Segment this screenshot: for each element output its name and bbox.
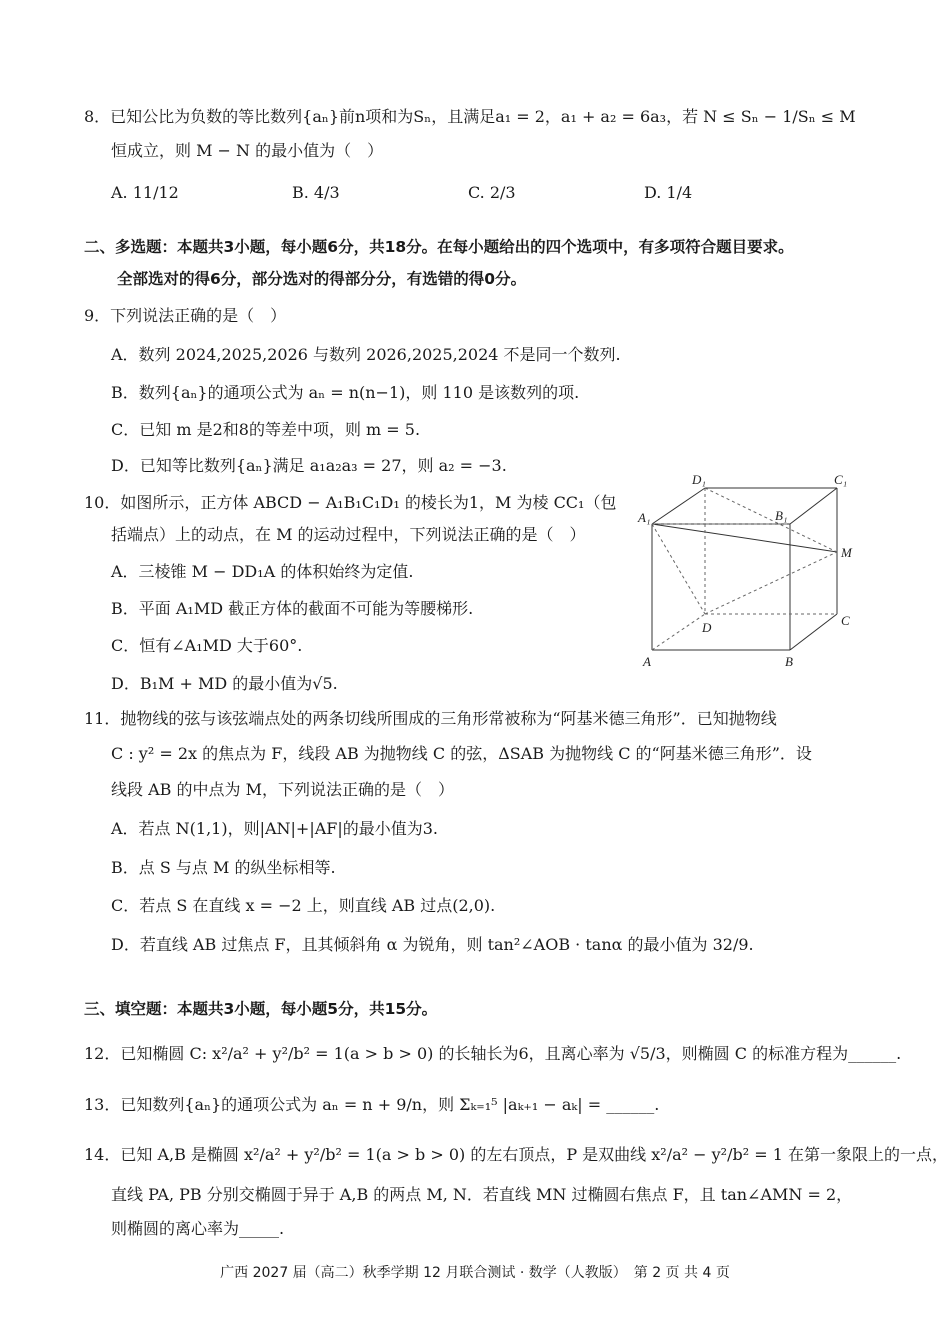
q11-stem-line1: 11．抛物线的弦与该弦端点处的两条切线所围成的三角形常被称为“阿基米德三角形”．已知抛物线 bbox=[84, 709, 777, 728]
q9-option-a: A．数列 2024,2025,2026 与数列 2026,2025,2024 不是同一个数列. bbox=[111, 345, 621, 364]
q10-option-b: B．平面 A₁MD 截正方体的截面不可能为等腰梯形. bbox=[111, 599, 474, 618]
label-b1: B₁ bbox=[775, 508, 788, 523]
segment-a1-d bbox=[652, 524, 705, 614]
edge-a-d bbox=[652, 614, 705, 650]
q14-stem-line1: 14．已知 A,B 是椭圆 x²/a² + y²/b² = 1(a > b > 0) 的左右顶点，P 是双曲线 x²/a² − y²/b² = 1 在第一象限上的一点， bbox=[84, 1145, 948, 1164]
q11-option-d: D．若直线 AB 过焦点 F，且其倾斜角 α 为锐角，则 tan²∠AOB · tanα 的最小值为 32/9. bbox=[111, 935, 754, 954]
q11-option-c: C．若点 S 在直线 x = −2 上，则直线 AB 过点(2,0). bbox=[111, 896, 496, 915]
q8-stem-line2: 恒成立，则 M − N 的最小值为（ ） bbox=[111, 141, 384, 160]
q8-stem-line1: 8．已知公比为负数的等比数列{aₙ}前n项和为Sₙ，且满足a₁ = 2，a₁ + a₂ = 6a₃，若 N ≤ Sₙ − 1/Sₙ ≤ M bbox=[84, 107, 856, 126]
label-a: A bbox=[643, 654, 651, 669]
q8-option-b: B. 4/3 bbox=[292, 183, 340, 202]
label-d1: D₁ bbox=[692, 472, 706, 487]
cube-figure bbox=[630, 468, 870, 678]
edge-b1-c1 bbox=[790, 488, 837, 524]
q11-stem-line3: 线段 AB 的中点为 M，下列说法正确的是（ ） bbox=[111, 780, 454, 799]
q8-option-d: D. 1/4 bbox=[644, 183, 693, 202]
q9-stem: 9．下列说法正确的是（ ） bbox=[84, 306, 287, 325]
page-footer: 广西 2027 届（高二）秋季学期 12 月联合测试 · 数学（人教版） 第 2 页 共 4 页 bbox=[220, 1265, 730, 1281]
label-b: B bbox=[785, 654, 793, 669]
section2-heading-line2: 全部选对的得6分，部分选对的得部分分，有选错的得0分。 bbox=[117, 270, 527, 288]
q10-option-c: C．恒有∠A₁MD 大于60°. bbox=[111, 636, 303, 655]
label-m: M bbox=[841, 545, 852, 560]
label-a1: A₁ bbox=[638, 510, 651, 525]
q10-option-a: A．三棱锥 M − DD₁A 的体积始终为定值. bbox=[111, 562, 414, 581]
section3-heading: 三、填空题：本题共3小题，每小题5分，共15分。 bbox=[84, 1000, 438, 1018]
q9-option-c: C．已知 m 是2和8的等差中项，则 m = 5. bbox=[111, 420, 421, 439]
q14-stem-line2: 直线 PA, PB 分别交椭圆于异于 A,B 的两点 M, N．若直线 MN 过椭圆右焦点 F，且 tan∠AMN = 2， bbox=[111, 1185, 853, 1204]
q13-stem: 13．已知数列{aₙ}的通项公式为 aₙ = n + 9/n，则 Σₖ₌₁⁵ |aₖ₊₁ − aₖ| = ______. bbox=[84, 1095, 660, 1114]
q8-option-a: A. 11/12 bbox=[111, 183, 179, 202]
edge-a1-d1 bbox=[652, 488, 705, 524]
label-c: C bbox=[841, 613, 850, 628]
section2-heading: 二、多选题：本题共3小题，每小题6分，共18分。在每小题给出的四个选项中，有多项符合题目要求。 bbox=[84, 238, 794, 256]
q12-stem: 12．已知椭圆 C: x²/a² + y²/b² = 1(a > b > 0) 的长轴长为6，且离心率为 √5/3，则椭圆 C 的标准方程为______. bbox=[84, 1044, 902, 1063]
q8-option-c: C. 2/3 bbox=[468, 183, 516, 202]
q11-stem-line2: C : y² = 2x 的焦点为 F，线段 AB 为抛物线 C 的弦，ΔSAB 为抛物线 C 的“阿基米德三角形”．设 bbox=[111, 744, 812, 763]
q11-option-b: B．点 S 与点 M 的纵坐标相等. bbox=[111, 858, 336, 877]
q9-option-b: B．数列{aₙ}的通项公式为 aₙ = n(n−1)，则 110 是该数列的项. bbox=[111, 383, 580, 402]
label-c1: C₁ bbox=[834, 472, 848, 487]
label-d: D bbox=[702, 620, 712, 635]
q14-stem-line3: 则椭圆的离心率为_____. bbox=[111, 1219, 285, 1238]
q11-option-a: A．若点 N(1,1)，则|AN|+|AF|的最小值为3. bbox=[111, 819, 439, 838]
edge-b-c bbox=[790, 614, 837, 650]
q10-option-d: D．B₁M + MD 的最小值为√5. bbox=[111, 674, 338, 693]
q9-option-d: D．已知等比数列{aₙ}满足 a₁a₂a₃ = 27，则 a₂ = −3. bbox=[111, 456, 507, 475]
segment-d-m bbox=[705, 552, 837, 614]
q10-stem-line1: 10．如图所示，正方体 ABCD − A₁B₁C₁D₁ 的棱长为1，M 为棱 CC₁（包 bbox=[84, 493, 617, 512]
q10-stem-line2: 括端点）上的动点，在 M 的运动过程中，下列说法正确的是（ ） bbox=[111, 525, 586, 544]
